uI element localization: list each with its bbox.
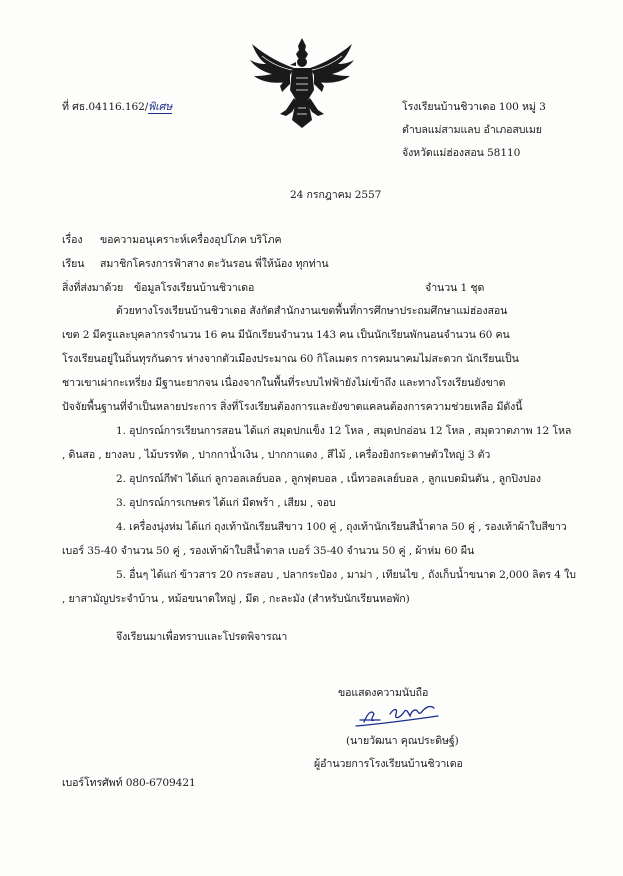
- signatory-name: (นายวัฒนา คุณประดิษฐ์): [346, 735, 459, 747]
- signatory-position: ผู้อำนวยการโรงเรียนบ้านชิวาเดอ: [314, 758, 463, 770]
- intro-line-3: โรงเรียนอยู่ในถิ่นทุรกันดาร ห่างจากตัวเมืองประมาณ 60 กิโลเมตร การคมนาคมไม่สะดวก นักเรียนเป็น: [62, 353, 519, 365]
- reference-prefix: ที่ ศธ.04116.162/: [62, 101, 149, 113]
- recipient-label: เรียน: [62, 258, 85, 270]
- regards-text: ขอแสดงความนับถือ: [338, 687, 429, 699]
- intro-line-5: ปัจจัยพื้นฐานที่จำเป็นหลายประการ สิ่งที่โรงเรียนต้องการและยังขาดแคลนต้องการความช่วยเหลือ มีดังนี้: [62, 401, 523, 413]
- recipient-text: สมาชิกโครงการฟ้าสาง ตะวันรอน พี่ให้น้อง ทุกท่าน: [100, 258, 329, 270]
- reference-handwritten: พิเศษ: [148, 101, 173, 113]
- letter-date: 24 กรกฎาคม 2557: [290, 189, 382, 201]
- school-address-line3: จังหวัดแม่ฮ่องสอน 58110: [402, 147, 521, 159]
- subject-text: ขอความอนุเคราะห์เครื่องอุปโภค บริโภค: [100, 234, 282, 246]
- subject-label: เรื่อง: [62, 234, 83, 246]
- list-item-4-line2: เบอร์ 35-40 จำนวน 50 คู่ , รองเท้าผ้าใบสีน้ำตาล เบอร์ 35-40 จำนวน 50 คู่ , ผ้าห่ม 60 ผืน: [62, 545, 475, 557]
- attachment-label: สิ่งที่ส่งมาด้วย: [62, 282, 124, 294]
- list-item-2-line1: 2. อุปกรณ์กีฬา ได้แก่ ลูกวอลเลย์บอล , ลูกฟุตบอล , เน็ทวอลเลย์บอล , ลูกแบดมินตัน , ลูกปิงปอง: [116, 473, 541, 485]
- list-item-1-line1: 1. อุปกรณ์การเรียนการสอน ได้แก่ สมุดปกแข็ง 12 โหล , สมุดปกอ่อน 12 โหล , สมุดวาดภาพ 12 โหล: [116, 425, 572, 437]
- intro-line-1: ด้วยทางโรงเรียนบ้านชิวาเดอ สังกัดสำนักงานเขตพื้นที่การศึกษาประถมศึกษาแม่ฮ่องสอน: [116, 305, 508, 317]
- attachment-quantity: จำนวน 1 ชุด: [425, 282, 485, 294]
- closing-text: จึงเรียนมาเพื่อทราบและโปรดพิจารณา: [116, 631, 288, 643]
- garuda-emblem-icon: [246, 34, 358, 132]
- intro-line-2: เขต 2 มีครูและบุคลากรจำนวน 16 คน มีนักเรียนจำนวน 143 คน เป็นนักเรียนพักนอนจำนวน 60 คน: [62, 329, 510, 341]
- list-item-4-line1: 4. เครื่องนุ่งห่ม ได้แก่ ถุงเท้านักเรียนสีขาว 100 คู่ , ถุงเท้านักเรียนสีน้ำตาล 50 คู่ , รองเท้าผ้าใบสีขาว: [116, 521, 567, 533]
- school-address-line2: ตำบลแม่สามแลบ อำเภอสบเมย: [402, 124, 542, 136]
- intro-line-4: ชาวเขาเผ่ากะเหรี่ยง มีฐานะยากจน เนื่องจากในพื้นที่ระบบไฟฟ้ายังไม่เข้าถึง และทางโรงเรียนยังขาด: [62, 377, 506, 389]
- attachment-text: ข้อมูลโรงเรียนบ้านชิวาเดอ: [134, 282, 255, 294]
- handwritten-signature-icon: [350, 698, 470, 732]
- list-item-3-line1: 3. อุปกรณ์การเกษตร ได้แก่ มีดพร้า , เสียม , จอบ: [116, 497, 336, 509]
- list-item-5-line1: 5. อื่นๆ ได้แก่ ข้าวสาร 20 กระสอบ , ปลากระป๋อง , มาม่า , เทียนไข , ถังเก็บน้ำขนาด 2,000 ลิตร 4 ใบ: [116, 569, 576, 581]
- phone-number: เบอร์โทรศัพท์ 080-6709421: [62, 777, 196, 789]
- list-item-1-line2: , ดินสอ , ยางลบ , ไม้บรรทัด , ปากกาน้ำเงิน , ปากกาแดง , สีไม้ , เครื่องยิงกระดาษตัวใหญ่ 3 ตัว: [62, 449, 491, 461]
- reference-number: [62, 100, 172, 114]
- list-item-5-line2: , ยาสามัญประจำบ้าน , หม้อขนาดใหญ่ , มีด , กะละมัง (สำหรับนักเรียนหอพัก): [62, 593, 410, 605]
- school-address-line1: โรงเรียนบ้านชิวาเดอ 100 หมู่ 3: [402, 101, 546, 113]
